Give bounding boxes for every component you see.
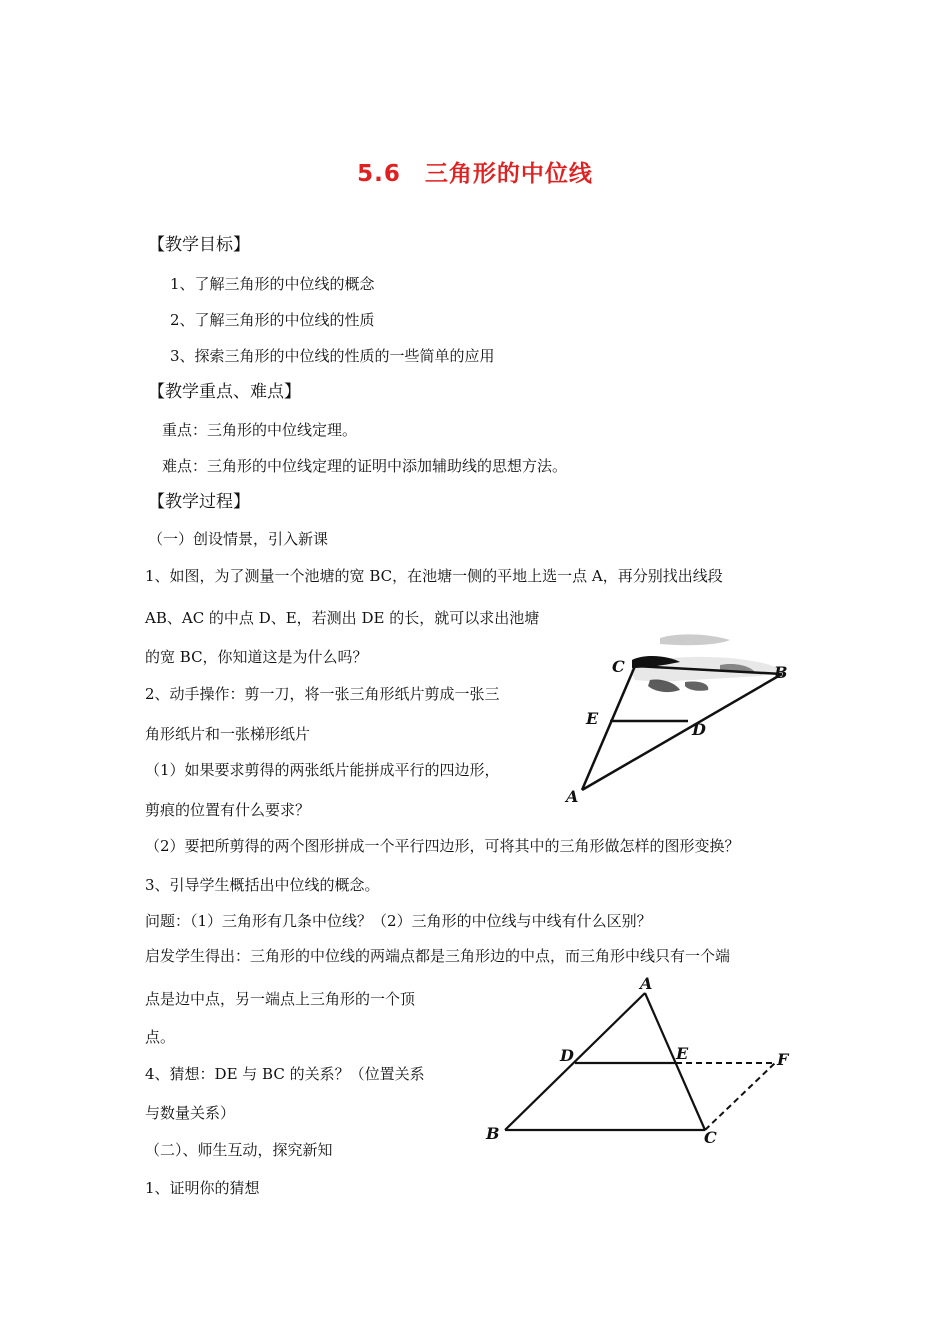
objective-item-2: 2、了解三角形的中位线的性质: [170, 311, 375, 329]
label-a: A: [640, 974, 653, 993]
page-title: 5.6 三角形的中位线: [357, 161, 593, 187]
paragraph-1-line-1: 1、如图，为了测量一个池塘的宽 BC，在池塘一侧的平地上选一点 A，再分别找出线段: [145, 567, 723, 585]
label-b: B: [774, 663, 788, 682]
key-point-difficulty: 难点：三角形的中位线定理的证明中添加辅助线的思想方法。: [162, 457, 568, 475]
paragraph-2-line-2: 角形纸片和一张梯形纸片: [145, 725, 311, 743]
pond-figure: [560, 620, 800, 810]
segment-ca: [582, 666, 635, 790]
objectives-heading: 【教学目标】: [148, 235, 250, 255]
paragraph-4-line-1: 4、猜想：DE 与 BC 的关系？（位置关系: [145, 1065, 425, 1083]
pond-shading: [630, 634, 785, 692]
section2-paragraph-1: 1、证明你的猜想: [145, 1179, 260, 1197]
label-c: C: [612, 657, 625, 676]
label-e: E: [676, 1044, 689, 1063]
section1-title: （一）创设情景，引入新课: [148, 530, 329, 548]
label-f: F: [777, 1050, 789, 1069]
paragraph-3: 3、引导学生概括出中位线的概念。: [145, 876, 380, 894]
paragraph-1-line-3: 的宽 BC，你知道这是为什么吗？: [145, 648, 368, 666]
objective-item-3: 3、探索三角形的中位线的性质的一些简单的应用: [170, 347, 495, 365]
key-points-heading: 【教学重点、难点】: [148, 382, 301, 402]
segment-ab: [582, 674, 782, 790]
paragraph-4-line-2: 与数量关系）: [145, 1104, 236, 1122]
label-d: D: [560, 1046, 574, 1065]
question-2: （2）要把所剪得的两个图形拼成一个平行四边形，可将其中的三角形做怎样的图形变换？: [145, 837, 740, 855]
process-heading: 【教学过程】: [148, 492, 250, 512]
question-1-line-1: （1）如果要求剪得的两张纸片能拼成平行的四边形，: [145, 761, 500, 779]
paragraph-1-line-2: AB、AC 的中点 D、E，若测出 DE 的长，就可以求出池塘: [145, 609, 540, 627]
hint-line-1: 启发学生得出：三角形的中位线的两端点都是三角形边的中点，而三角形中线只有一个端: [145, 947, 731, 965]
hint-line-2: 点是边中点，另一端点上三角形的一个顶: [145, 990, 416, 1008]
midline-figure: [480, 975, 800, 1150]
paragraph-2-line-1: 2、动手操作：剪一刀，将一张三角形纸片剪成一张三: [145, 685, 500, 703]
label-c: C: [704, 1128, 717, 1147]
segment-ac: [645, 993, 705, 1130]
hint-line-3: 点。: [145, 1028, 176, 1046]
segment-ab: [505, 993, 645, 1130]
section2-title: （二）、师生互动，探究新知: [145, 1141, 333, 1159]
segment-cf-dashed: [705, 1063, 775, 1130]
objective-item-1: 1、了解三角形的中位线的概念: [170, 275, 375, 293]
label-b: B: [486, 1124, 500, 1143]
question-line: 问题：（1）三角形有几条中位线？（2）三角形的中位线与中线有什么区别？: [145, 912, 652, 930]
label-a: A: [566, 787, 579, 806]
question-1-line-2: 剪痕的位置有什么要求？: [145, 801, 311, 819]
label-d: D: [692, 720, 706, 739]
key-point-focus: 重点：三角形的中位线定理。: [162, 421, 358, 439]
label-e: E: [586, 709, 599, 728]
